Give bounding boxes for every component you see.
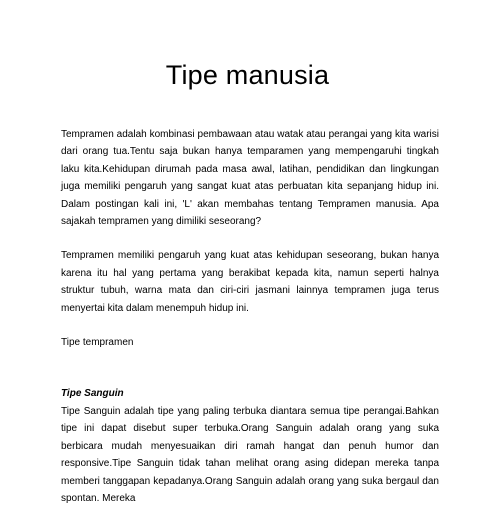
document-body xyxy=(61,126,439,507)
sanguin-heading: Tipe Sanguin xyxy=(61,388,124,400)
document-title: Tipe manusia xyxy=(165,60,330,90)
sanguin-paragraph: Tipe Sanguin adalah tipe yang paling terbuka diantara semua tipe perangai.Bahkan tipe ini dapat disebut super terbuka.Orang Sanguin adalah orang yang suka berbicara mudah menyesuaikan diri ramah hangat dan penuh humor dan responsive.Tipe Sanguin tidak tahan melihat orang asing didepan mereka tanpa memberi tanggapan kepadanya.Orang Sanguin adalah orang yang suka bergaul dan spontan. Mereka xyxy=(61,405,439,504)
temperament-types-label: Tipe tempramen xyxy=(61,337,134,349)
sanguin-section xyxy=(61,385,439,507)
intro-paragraph: Tempramen adalah kombinasi pembawaan atau watak atau perangai yang kita warisi dari orang tua.Tentu saja bukan hanya temparamen yang mempengaruhi tingkah laku kita.Kehidupan dirumah pada masa awal, latihan, pendidikan dan lingkungan juga memiliki pengaruh yang sangat kuat atas perbuatan kita sepanjang hidup ini. Dalam postingan kali ini, 'L' akan membahas tentang Tempramen manusia. Apa sajakah tempramen yang dimiliki seseorang? xyxy=(61,129,439,228)
influence-paragraph: Tempramen memiliki pengaruh yang kuat atas kehidupan seseorang, bukan hanya karena itu hal yang pertama yang berakibat kepada kita, namun seperti halnya struktur tubuh, warna mata dan ciri-ciri jasmani lainnya tempramen juga terus menyertai kita dalam menempuh hidup ini. xyxy=(61,250,439,314)
